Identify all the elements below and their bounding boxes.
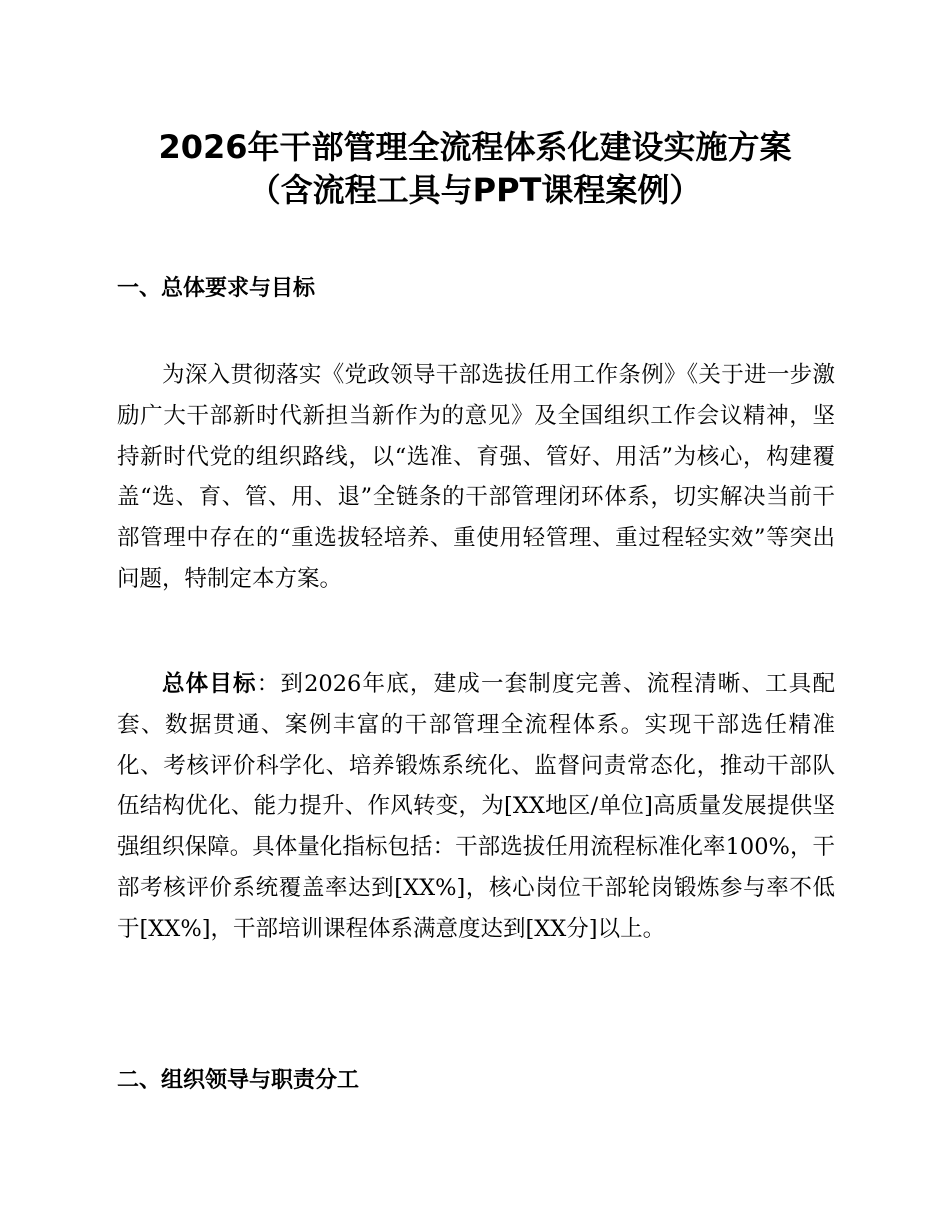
intro-paragraph: 为深入贯彻落实《党政领导干部选拔任用工作条例》《关于进一步激励广大干部新时代新担当新作为的意见》及全国组织工作会议精神，坚持新时代党的组织路线，以“选准、育强、管好、用活”为核心，构建覆盖“选、育、管、用、退”全链条的干部管理闭环体系，切实解决当前干部管理中存在的“重选拔轻培养、重使用轻管理、重过程轻实效”等突出问题，特制定本方案。 (117, 362, 835, 592)
document-title-line-1: 2026年干部管理全流程体系化建设实施方案 (158, 128, 792, 166)
section-heading-organization-leadership: 二、组织领导与职责分工 (117, 1068, 360, 1093)
overall-goal-label: 总体目标 (162, 671, 257, 697)
document-title-line-2: （含流程工具与PPT课程案例） (248, 171, 702, 209)
section-heading-overall-requirements: 一、总体要求与目标 (117, 276, 316, 301)
overall-goal-paragraph (117, 664, 835, 950)
overall-goal-text: ：到2026年底，建成一套制度完善、流程清晰、工具配套、数据贯通、案例丰富的干部管理全流程体系。实现干部选任精准化、考核评价科学化、培养锻炼系统化、监督问责常态化，推动干部队伍结构优化、能力提升、作风转变，为[XX地区/单位]高质量发展提供坚强组织保障。具体量化指标包括：干部选拔任用流程标准化率100%，干部考核评价系统覆盖率达到[XX%]，核心岗位干部轮岗锻炼参与率不低于[XX%]，干部培训课程体系满意度达到[XX分]以上。 (117, 671, 835, 942)
